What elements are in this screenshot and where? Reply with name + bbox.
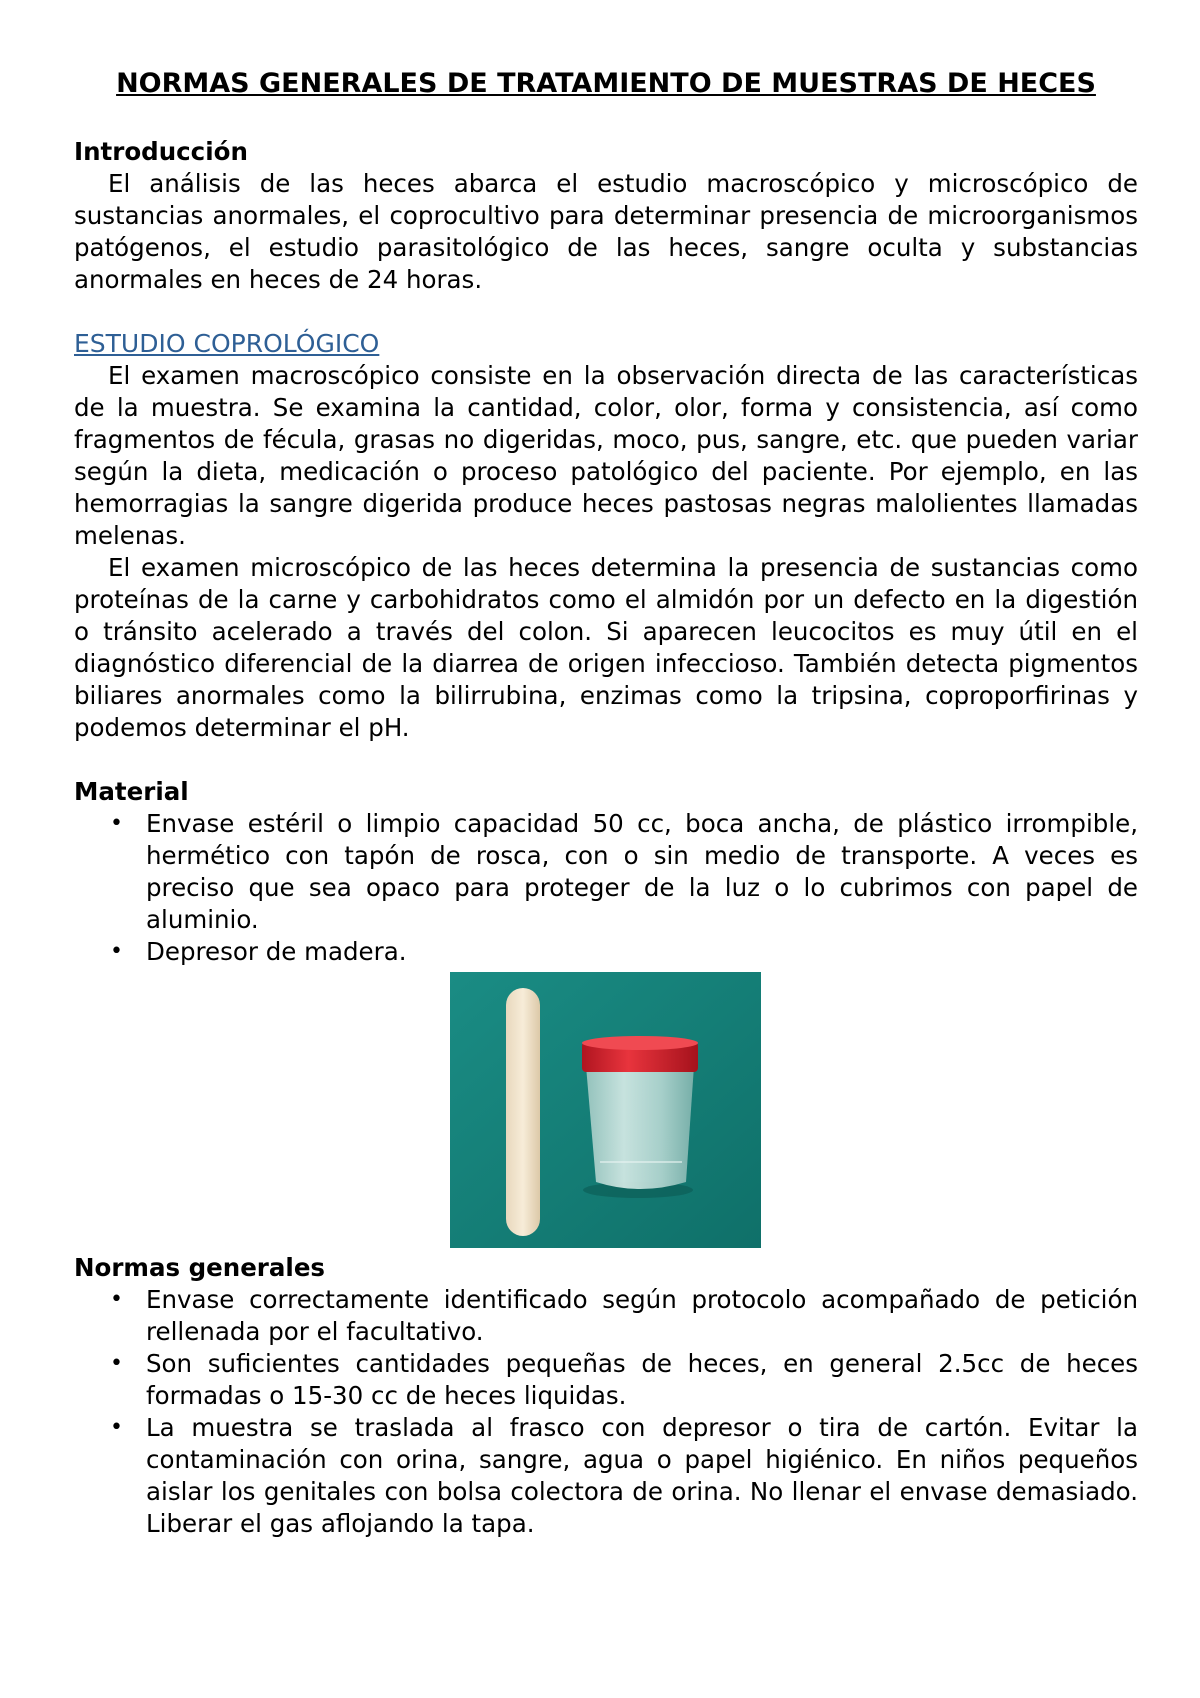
- list-item: [110, 936, 1138, 968]
- bullet-icon: •: [110, 1351, 123, 1376]
- bullet-icon: •: [110, 939, 123, 964]
- material-list: [74, 808, 1138, 968]
- material-heading: Material: [74, 777, 189, 806]
- section-spacer: [74, 744, 1138, 776]
- list-item-text: Envase estéril o limpio capacidad 50 cc, boca ancha, de plástico irrompible, hermético con tapón de rosca, con o sin medio de transporte. A veces es preciso que sea opaco para proteger de la luz o lo cubrimos con papel de aluminio.: [146, 809, 1138, 934]
- intro-heading: Introducción: [74, 137, 248, 166]
- document-page: [74, 66, 1138, 1540]
- normas-list: [74, 1284, 1138, 1540]
- list-item: [110, 808, 1138, 936]
- specimen-container-photo: [450, 972, 761, 1248]
- cap-top: [582, 1036, 698, 1050]
- section-spacer: [74, 296, 1138, 328]
- list-item: [110, 1284, 1138, 1348]
- coprologico-paragraph-microscopic: El examen microscópico de las heces determina la presencia de sustancias como proteínas de la carne y carbohidratos como el almidón por un defecto en la digestión o tránsito acelerado a través del colon. Si aparecen leucocitos es muy útil en el diagnóstico diferencial de la diarrea de origen infeccioso. También detecta pigmentos biliares anormales como la bilirrubina, enzimas como la tripsina, coproporfirinas y podemos determinar el pH.: [74, 553, 1138, 742]
- normas-heading: Normas generales: [74, 1253, 326, 1282]
- coprologico-heading: ESTUDIO COPROLÓGICO: [74, 329, 380, 358]
- bullet-icon: •: [110, 1287, 123, 1312]
- list-item: [110, 1412, 1138, 1540]
- coprologico-paragraph-macroscopic: El examen macroscópico consiste en la observación directa de las características de la muestra. Se examina la cantidad, color, olor, forma y consistencia, así como fragmentos de fécula, grasas no digeridas, moco, pus, sangre, etc. que pueden variar según la dieta, medicación o proceso patológico del paciente. Por ejemplo, en las hemorragias la sangre digerida produce heces pastosas negras malolientes llamadas melenas.: [74, 361, 1138, 550]
- list-item-text: Depresor de madera.: [146, 937, 407, 966]
- intro-paragraph: El análisis de las heces abarca el estudio macroscópico y microscópico de sustancias anormales, el coprocultivo para determinar presencia de microorganismos patógenos, el estudio parasitológico de las heces, sangre oculta y substancias anormales en heces de 24 horas.: [74, 169, 1138, 294]
- bullet-icon: •: [110, 811, 123, 836]
- bullet-icon: •: [110, 1415, 123, 1440]
- specimen-cup-body: [586, 1066, 694, 1189]
- list-item-text: Envase correctamente identificado según protocolo acompañado de petición rellenada por el facultativo.: [146, 1285, 1138, 1346]
- document-title: NORMAS GENERALES DE TRATAMIENTO DE MUESTRAS DE HECES: [116, 68, 1096, 99]
- list-item-text: La muestra se traslada al frasco con depresor o tira de cartón. Evitar la contaminación con orina, sangre, agua o papel higiénico. En niños pequeños aislar los genitales con bolsa colectora de orina. No llenar el envase demasiado. Liberar el gas aflojando la tapa.: [146, 1413, 1138, 1538]
- wooden-depressor: [506, 988, 540, 1236]
- list-item-text: Son suficientes cantidades pequeñas de heces, en general 2.5cc de heces formadas o 15-30 cc de heces liquidas.: [146, 1349, 1138, 1410]
- list-item: [110, 1348, 1138, 1412]
- photo-illustration: [450, 972, 761, 1248]
